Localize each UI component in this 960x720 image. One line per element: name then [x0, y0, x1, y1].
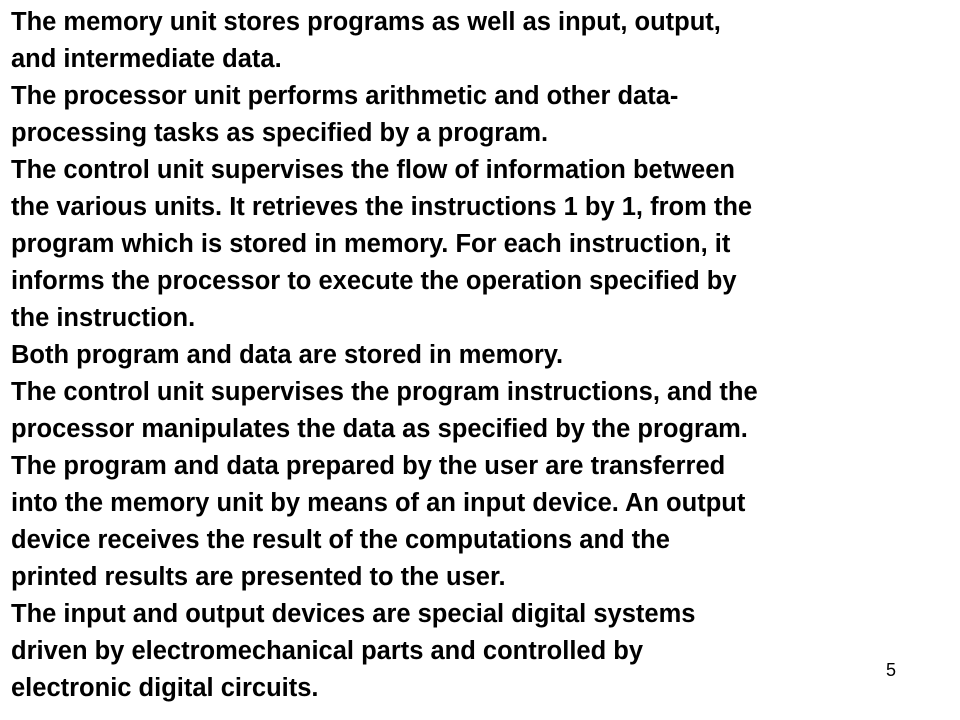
text-line: program which is stored in memory. For each instruction, it: [11, 230, 731, 258]
paragraph-control-unit: [11, 152, 951, 337]
text-line: Both program and data are stored in memory.: [11, 341, 564, 369]
paragraph-input-output-flow: [11, 448, 951, 596]
paragraph-processor-unit: [11, 78, 951, 152]
text-line: device receives the result of the computations and the: [11, 526, 670, 554]
paragraph-io-devices: [11, 596, 951, 707]
text-line: driven by electromechanical parts and controlled by: [11, 637, 644, 665]
text-line: informs the processor to execute the operation specified by: [11, 267, 737, 295]
text-line: processing tasks as specified by a program.: [11, 119, 549, 147]
paragraph-memory-unit: [11, 4, 951, 78]
text-line: The control unit supervises the program instructions, and the: [11, 378, 758, 406]
text-line: and intermediate data.: [11, 45, 282, 73]
text-line: The processor unit performs arithmetic and other data-: [11, 82, 679, 110]
paragraph-program-and-data: [11, 337, 951, 374]
text-line: printed results are presented to the user.: [11, 563, 506, 591]
text-line: the instruction.: [11, 304, 196, 332]
text-line: into the memory unit by means of an input device. An output: [11, 489, 746, 517]
paragraph-control-and-processor: [11, 374, 951, 448]
text-line: The program and data prepared by the user are transferred: [11, 452, 726, 480]
text-line: processor manipulates the data as specified by the program.: [11, 415, 748, 443]
page-number: 5: [886, 660, 897, 680]
text-line: The input and output devices are special digital systems: [11, 600, 696, 628]
text-line: the various units. It retrieves the instructions 1 by 1, from the: [11, 193, 753, 221]
text-line: The memory unit stores programs as well as input, output,: [11, 8, 721, 36]
slide-body: [11, 4, 951, 707]
text-line: The control unit supervises the flow of information between: [11, 156, 735, 184]
text-line: electronic digital circuits.: [11, 674, 319, 702]
